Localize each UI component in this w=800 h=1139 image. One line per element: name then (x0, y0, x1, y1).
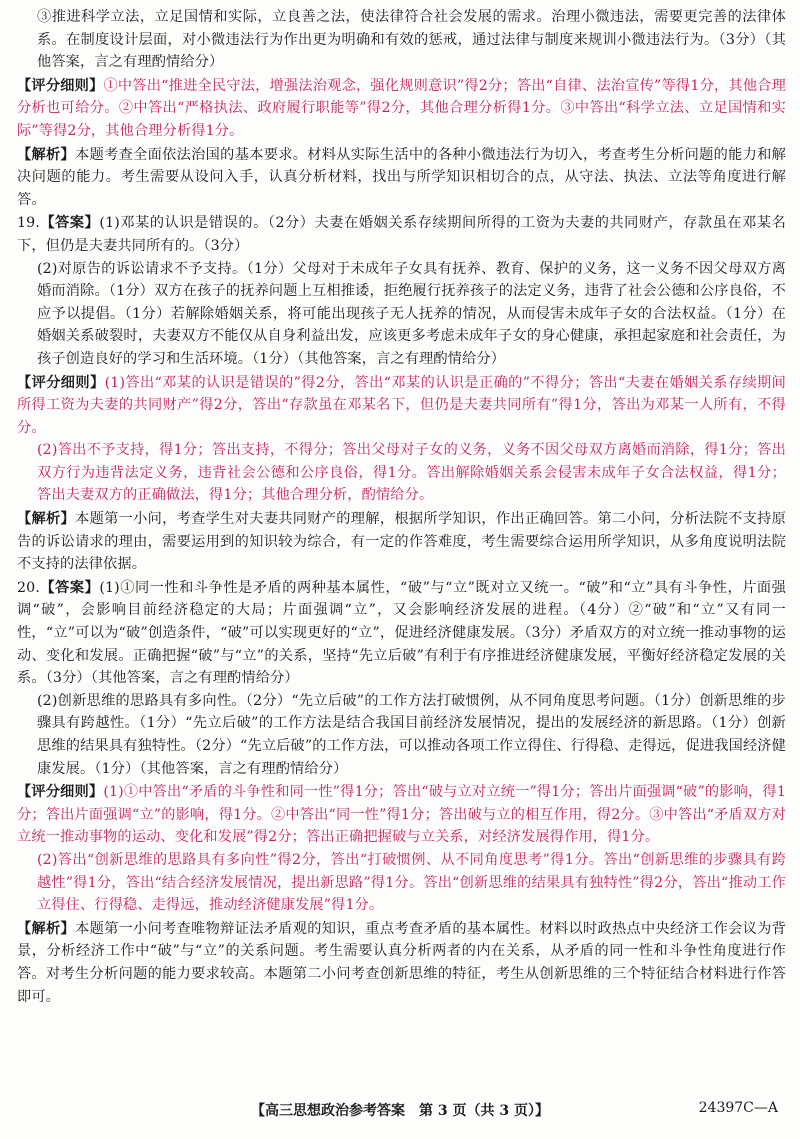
q19-number: 19. (17, 215, 41, 232)
q20-answer-part2: (2)创新思维的思路具有多向性。（2分）“先立后破”的工作方法打破惯例，从不同角度思考问题。（1分）创新思维的步骤具有跨越性。（1分）“先立后破”的工作方法是结合我国目前经济发展情况，提出的发展经济的新思路。（1分）创新思维的结果具有独特性。（2分）“先立后破”的工作方法，可以推动各项工作立得住、行得稳、走得远，促进我国经济健康发展。（1分）（其他答案，言之有理酌情给分） (37, 692, 786, 777)
q19-scoring (17, 372, 786, 440)
scoring-tag: 【评分细则】 (17, 374, 105, 391)
footer-code: 24397C—A (698, 1100, 778, 1116)
q19-answer (17, 212, 786, 257)
analysis-tag: 【解析】 (17, 146, 76, 163)
q20-scoring-text-2: (2)答出“创新思维的思路具有多向性”得2分，答出“打破惯例、从不同角度思考”得1分。答出“创新思维的步骤具有跨越性”得1分，答出“结合经济发展情况，提出新思路”得1分。答出“创新思维的结果具有独特性”得2分，答出“推动工作立得住、行得稳、走得远，推动经济健康发展”得1分。 (37, 851, 786, 914)
scoring-tag: 【评分细则】 (17, 784, 104, 801)
q19-answer-part1: (1)邓某的认识是错误的。（2分）夫妻在婚姻关系存续期间所得的工资为夫妻的共同财产，存款虽在邓某名下，但仍是夫妻共同所有的。（3分） (17, 215, 786, 254)
q19-analysis-text: 本题第一小问，考查学生对夫妻共同财产的理解，根据所学知识，作出正确回答。第二小问，分析法院不支持原告的诉讼请求的理由，需要运用到的知识较为综合，有一定的作答难度，考生需要综合运用所学知识，从多角度说明法院不支持的法律依据。 (17, 511, 786, 573)
q19-answer-part2: (2)对原告的诉讼请求不予支持。（1分）父母对于未成年子女具有抚养、教育、保护的义务，这一义务不因父母双方离婚而消除。（1分）双方在孩子的抚养问题上互相推诿，拒绝履行抚养孩子的法定义务，违背了社会公德和公序良俗，不应予以提倡。（1分）若解除婚姻关系，将可能出现孩子无人抚养的情况，从而侵害未成年子女的合法权益。（1分）在婚姻关系破裂时，夫妻双方不能仅从自身利益出发，应该更多考虑未成年子女的身心健康，承担起家庭和社会责任，为孩子创造良好的学习和生活环境。（1分）（其他答案，言之有理酌情给分） (37, 260, 786, 367)
q18-scoring-text: ①中答出“推进全民守法，增强法治观念，强化规则意识”得2分；答出“自律、法治宣传”等得1分，其他合理分析也可给分。②中答出“严格执法、政府履行职能等”得2分，其他合理分析得1分。③中答出“科学立法、立足国情和实际”等得2分，其他合理分析得1分。 (17, 77, 786, 139)
q18-analysis-text: 本题考查全面依法治国的基本要求。材料从实际生活中的各种小微违法行为切入，考查考生分析问题的能力和解决问题的能力。考生需要从设问入手，认真分析材料，找出与所学知识相切合的点，从守法、执法、立法等角度进行解答。 (17, 146, 786, 208)
q20-answer-part1: (1)①同一性和斗争性是矛盾的两种基本属性，“破”与“立”既对立又统一。“破”和“立”具有斗争性，片面强调“破”，会影响目前经济稳定的大局；片面强调“立”，又会影响经济发展的进程。（4分）②“破”和“立”又有同一性，“立”可以为“破”创造条件，“破”可以实现更好的“立”，促进经济健康发展。（3分）矛盾双方的对立统一推动事物的运动、变化和发展。正确把握“破”与“立”的关系，坚持“先立后破”有利于有序推进经济健康发展，平衡好经济稳定发展的关系。（3分）（其他答案，言之有理酌情给分） (17, 579, 786, 687)
analysis-tag: 【解析】 (17, 920, 76, 937)
q18-analysis (17, 144, 786, 212)
answer-tag: 【答案】 (40, 215, 100, 232)
q19-scoring-text-1: (1)答出“邓某的认识是错误的”得2分，答出“邓某的认识是正确的”不得分；答出“夫妻在婚姻关系存续期间所得工资为夫妻的共同财产”得2分，答出“存款虽在邓某名下，但仍是夫妻共同所有”得1分，答出为邓某一人所有，不得分。 (17, 374, 786, 436)
q20-analysis (17, 918, 786, 1008)
q20-answer (17, 577, 786, 690)
q20-scoring-text-1: (1)①中答出“矛盾的斗争性和同一性”得1分；答出“破与立对立统一”得1分；答出片面强调“破”的影响，得1分；答出片面强调“立”的影响，得1分。②中答出“同一性”得1分；答出破与立的相互作用，得2分。③中答出“矛盾双方对立统一推动事物的运动、变化和发展”得2分；答出正确把握破与立关系，对经济发展得作用，得1分。 (17, 784, 786, 846)
q20-number: 20. (17, 579, 41, 596)
q20-scoring (17, 781, 786, 849)
q18-answer-part3: ③推进科学立法，立足国情和实际，立良善之法，使法律符合社会发展的需求。治理小微违法，需要更完善的法律体系。在制度设计层面，对小微违法行为作出更为明确和有效的惩戒，通过法律与制度来规训小微违法行为。（3分）（其他答案，言之有理酌情给分） (37, 9, 786, 71)
analysis-tag: 【解析】 (17, 511, 76, 528)
footer-title: 【高三思想政治参考答案 第 3 页（共 3 页）】 (251, 1103, 549, 1119)
q20-analysis-text: 本题第一小问考查唯物辩证法矛盾观的知识，重点考查矛盾的基本属性。材料以时政热点中央经济工作会议为背景，分析经济工作中“破”与“立”的关系问题。考生需要认真分析两者的内在关系，从矛盾的同一性和斗争性角度进行作答。对考生分析问题的能力要求较高。本题第二小问考查创新思维的特征，考生从创新思维的三个特征结合材料进行作答即可。 (17, 920, 786, 1005)
q18-scoring (17, 75, 786, 143)
q19-scoring-text-2: (2)答出不予支持，得1分；答出支持，不得分；答出父母对子女的义务，义务不因父母双方离婚而消除，得1分；答出双方行为违背法定义务，违背社会公德和公序良俗，得1分。答出解除婚姻关系会侵害未成年子女合法权益，得1分；答出夫妻双方的正确做法，得1分；其他合理分析，酌情给分。 (37, 442, 786, 504)
answer-tag: 【答案】 (40, 579, 100, 596)
q19-analysis (17, 508, 786, 576)
scoring-tag: 【评分细则】 (17, 77, 104, 94)
